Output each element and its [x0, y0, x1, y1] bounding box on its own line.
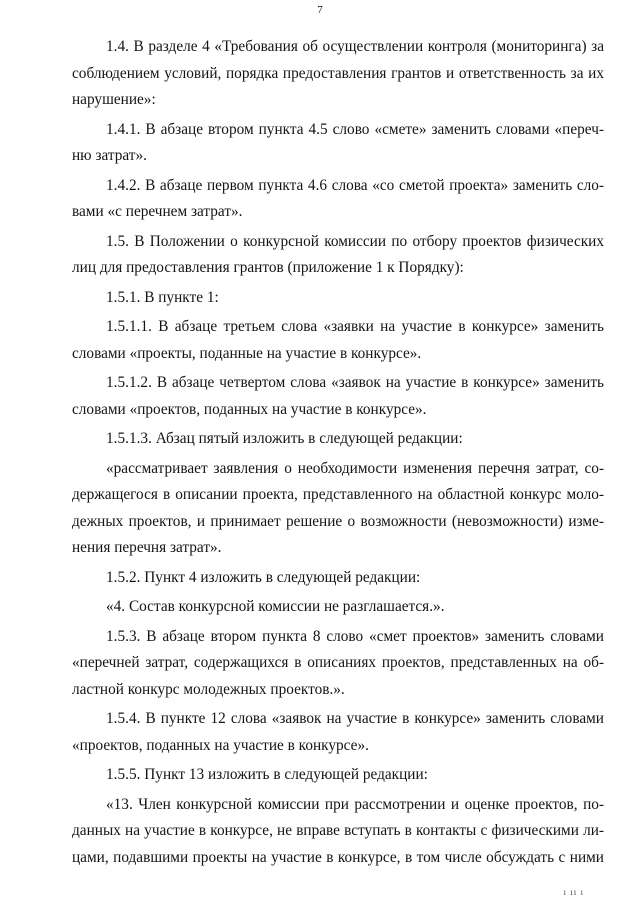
text-line: 1.5.5. Пункт 13 изложить в следующей редакции:	[106, 766, 428, 783]
text-line: лиц для предоставления грантов (приложение 1 к Порядку):	[72, 259, 464, 276]
text-line: 1.4. В разделе 4 «Требования об осуществлении контроля (мониторинга) за	[106, 38, 604, 55]
text-line: нарушение»:	[72, 91, 156, 108]
text-line: цами, подавшими проекты на участие в конкурсе, в том числе обсуждать с ними	[72, 848, 604, 866]
text-line: ластной конкурс молодежных проектов.».	[72, 680, 345, 698]
page-number: 7	[317, 4, 323, 16]
scan-mark: ı ıı ı	[563, 887, 584, 897]
text-line: «4. Состав конкурсной комиссии не разглашается.».	[106, 598, 445, 615]
text-line: словами «проектов, поданных на участие в конкурсе».	[72, 400, 427, 418]
text-line: дежных проектов, и принимает решение о возможности (невозможности) изме-	[72, 512, 604, 530]
text-line: «проектов, поданных на участие в конкурсе».	[72, 736, 369, 754]
text-line: «13. Член конкурсной комиссии при рассмотрении и оценке проектов, по-	[106, 795, 604, 813]
text-line: нения перечня затрат».	[72, 539, 222, 556]
text-line: 1.5.1.1. В абзаце третьем слова «заявки на участие в конкурсе» заменить	[106, 318, 604, 335]
text-line: «рассматривает заявления о необходимости изменения перечня затрат, со-	[106, 459, 604, 477]
text-line: ню затрат».	[72, 147, 147, 164]
text-line: 1.5.1.3. Абзац пятый изложить в следующей редакции:	[106, 430, 463, 447]
text-line: словами «проекты, поданные на участие в конкурсе».	[72, 344, 422, 362]
text-line: «перечней затрат, содержащихся в описаниях проектов, представленных на об-	[72, 654, 604, 671]
text-line: вами «с перечнем затрат».	[72, 203, 243, 220]
text-line: 1.5.4. В пункте 12 слова «заявок на участие в конкурсе» заменить словами	[106, 710, 604, 727]
text-line: 1.5.1. В пункте 1:	[106, 288, 219, 306]
text-line: 1.4.2. В абзаце первом пункта 4.6 слова «со сметой проекта» заменить сло-	[106, 176, 604, 194]
text-line: держащегося в описании проекта, представленного на областной конкурс моло-	[72, 486, 604, 503]
text-line: данных на участие в конкурсе, не вправе вступать в контакты с физическими ли-	[72, 822, 604, 839]
text-line: 1.5. В Положении о конкурсной комиссии по отбору проектов физических	[106, 232, 604, 250]
text-line: 1.5.2. Пункт 4 изложить в следующей редакции:	[106, 568, 421, 586]
text-line: 1.4.1. В абзаце втором пункта 4.5 слово «смете» заменить словами «переч-	[106, 120, 604, 138]
text-line: 1.5.1.2. В абзаце четвертом слова «заявок на участие в конкурсе» заменить	[106, 374, 604, 391]
document-body	[72, 34, 604, 871]
text-line: соблюдением условий, порядка предоставления грантов и ответственность за их	[72, 64, 604, 82]
text-line: 1.5.3. В абзаце втором пункта 8 слово «смет проектов» заменить словами	[106, 627, 604, 645]
